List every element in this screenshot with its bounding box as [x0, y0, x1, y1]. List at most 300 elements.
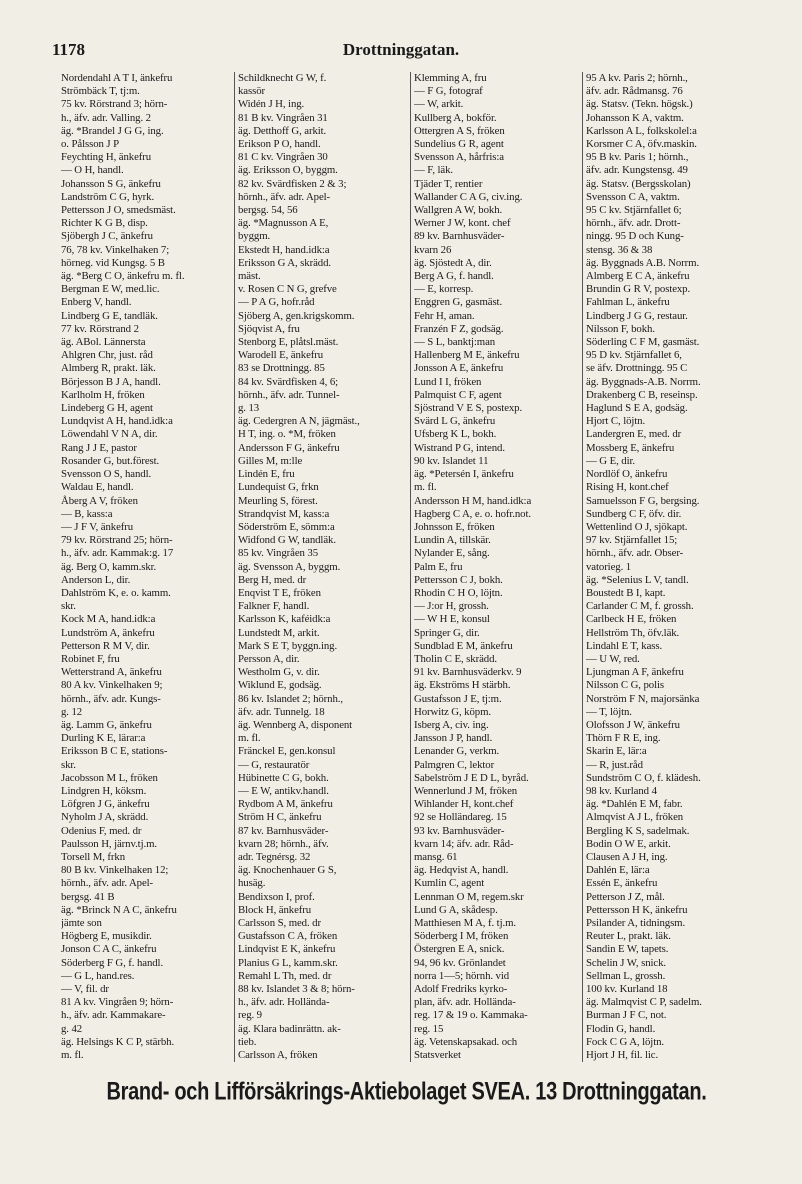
directory-entry: Burman J F C, not.	[586, 1009, 667, 1022]
directory-entry: Johnsson E, fröken	[414, 520, 495, 533]
directory-entry: h., äfv. adr. Kammakare-	[61, 1009, 166, 1022]
directory-entry: äg. *Magnusson A E,	[238, 217, 329, 230]
directory-entry: äg. *Petersén I, änkefru	[414, 468, 514, 481]
directory-entry: Lund I I, fröken	[414, 375, 482, 388]
directory-entry: 81 B kv. Vingråen 31	[238, 111, 328, 124]
directory-entry: Svensson A, hårfris:a	[414, 151, 504, 164]
directory-entry: Ström H C, änkefru	[238, 811, 322, 824]
directory-entry: 94, 96 kv. Grönlandet	[414, 956, 506, 969]
directory-entry: o. Pålsson J P	[61, 138, 119, 151]
directory-entry: äg. Statsv. (Tekn. högsk.)	[586, 98, 693, 111]
directory-entry: Tholin C E, skrädd.	[414, 652, 497, 665]
directory-entry: Söderström E, sömm:a	[238, 520, 335, 533]
directory-entry: Ottergren A S, fröken	[414, 124, 505, 137]
directory-entry: Fehr H, aman.	[414, 309, 475, 322]
directory-entry: äg. *Berg C O, änkefru m. fl.	[61, 270, 185, 283]
directory-entry: kassör	[238, 85, 265, 98]
directory-entry: — O H, handl.	[61, 164, 124, 177]
directory-entry: Mark S E T, byggn.ing.	[238, 639, 338, 652]
directory-entry: Jacobsson M L, fröken	[61, 771, 158, 784]
directory-entry: äg. Svensson A, byggm.	[238, 560, 341, 573]
directory-entry: Hübinette C G, bokh.	[238, 771, 329, 784]
directory-entry: Bodin O W E, arkit.	[586, 837, 671, 850]
directory-entry: 95 C kv. Stjärnfallet 6;	[586, 204, 682, 217]
directory-entry: Ljungman A F, änkefru	[586, 666, 684, 679]
directory-entry: Remahl L Th, med. dr	[238, 969, 332, 982]
directory-entry: Wallander C A G, civ.ing.	[414, 190, 523, 203]
directory-entry: Fränckel E, gen.konsul	[238, 745, 336, 758]
directory-entry: 77 kv. Rörstrand 2	[61, 322, 139, 335]
directory-entry: Karlsson A L, folkskolel:a	[586, 124, 697, 137]
directory-entry: Kock M A, hand.idk:a	[61, 613, 156, 626]
directory-entry: g. 12	[61, 705, 83, 718]
directory-entry: 98 kv. Kurland 4	[586, 784, 657, 797]
directory-entry: äg. Wennberg A, disponent	[238, 718, 353, 731]
directory-entry: h., äfv. adr. Hollända-	[238, 996, 330, 1009]
directory-entry: Franzén F Z, godsäg.	[414, 322, 504, 335]
directory-entry: Rydbom A M, änkefru	[238, 798, 333, 811]
directory-entry: Springer G, dir.	[414, 626, 480, 639]
directory-entry: Flodin G, handl.	[586, 1022, 656, 1035]
directory-entry: Rosander G, but.förest.	[61, 454, 160, 467]
directory-entry: Lindberg G E, tandläk.	[61, 309, 158, 322]
directory-entry: äg. Sjöstedt A, dir.	[414, 256, 492, 269]
directory-entry: Horwitz G, köpm.	[414, 705, 491, 718]
directory-entry: Jonsson A E, änkefru	[414, 362, 504, 375]
directory-entry: Lindqvist E K, änkefru	[238, 943, 336, 956]
directory-entry: Carlbeck H E, fröken	[586, 613, 677, 626]
directory-entry: 80 B kv. Vinkelhaken 12;	[61, 864, 169, 877]
directory-entry: — R, just.råd	[586, 758, 643, 771]
directory-entry: Eriksson G A, skrädd.	[238, 256, 331, 269]
directory-entry: Westholm G, v. dir.	[238, 666, 320, 679]
directory-entry: g. 13	[238, 402, 260, 415]
directory-entry: Dahlström K, e. o. kamm.	[61, 586, 171, 599]
directory-entry: jämte son	[61, 917, 102, 929]
directory-entry: Petterson J Z, mål.	[586, 890, 665, 903]
directory-entry: Skarin E, lär:a	[586, 745, 647, 758]
directory-entry: äg. Byggnads A.B. Norrm.	[586, 256, 700, 269]
directory-entry: Robinet F, fru	[61, 652, 120, 665]
directory-entry: Fock C G A, löjtn.	[586, 1035, 664, 1048]
directory-entry: Sjöberg A, gen.krigskomm.	[238, 309, 355, 322]
directory-entry: äg. Berg O, kamm.skr.	[61, 560, 157, 573]
directory-entry: Jonson C A C, änkefru	[61, 943, 157, 956]
directory-entry: Dahlén E, lär:a	[586, 864, 650, 877]
directory-entry: Widfond G W, tandläk.	[238, 534, 336, 547]
directory-entry: plan, äfv. adr. Hollända-	[414, 996, 516, 1009]
directory-entry: Nordendahl A T I, änkefru	[61, 72, 173, 84]
directory-entry: Persson A, dir.	[238, 652, 300, 665]
directory-entry: Lindén E, fru	[238, 468, 295, 481]
directory-entry: Hallenberg M E, änkefru	[414, 349, 520, 362]
directory-entry: Richter K G B, disp.	[61, 217, 148, 230]
directory-entry: byggm.	[238, 230, 271, 243]
directory-entry: — W H E, konsul	[414, 613, 490, 626]
directory-entry: Lindahl E T, kass.	[586, 639, 663, 652]
directory-entry: Schelin J W, snick.	[586, 956, 666, 969]
directory-entry: 97 kv. Stjärnfallet 15;	[586, 534, 678, 547]
directory-entry: 79 kv. Rörstrand 25; hörn-	[61, 534, 173, 547]
directory-entry: 87 kv. Barnhusväder-	[238, 824, 329, 837]
directory-entry: reg. 9	[238, 1009, 262, 1022]
directory-entry: Tjäder T, rentier	[414, 177, 483, 190]
directory-entry: tieb.	[238, 1035, 257, 1048]
directory-entry: Sjöqvist A, fru	[238, 322, 300, 335]
directory-entry: 81 C kv. Vingråen 30	[238, 151, 328, 164]
directory-entry: skr.	[61, 758, 76, 771]
directory-entry: äg. *Brinck N A C, änkefru	[61, 903, 177, 916]
directory-entry: Rang J J E, pastor	[61, 441, 137, 454]
directory-entry: Gilles M, m:lle	[238, 454, 303, 467]
directory-entry: Nilsson F, bokh.	[586, 322, 655, 335]
directory-entry: Petterson R M V, dir.	[61, 639, 150, 652]
directory-entry: Falkner F, handl.	[238, 600, 310, 613]
directory-entry: 89 kv. Barnhusväder-	[414, 230, 505, 243]
directory-entry: äg. ABol. Lännersta	[61, 336, 146, 349]
directory-entry: Gustafsson C A, fröken	[238, 930, 338, 943]
directory-entry: Wennerlund J M, fröken	[414, 784, 518, 797]
directory-entry: Lund G A, skådesp.	[414, 903, 498, 916]
directory-entry: Söderberg F G, f. handl.	[61, 956, 164, 969]
directory-entry: Berg A G, f. handl.	[414, 270, 494, 283]
directory-entry: — V, fil. dr	[61, 983, 109, 996]
directory-entry: Thörn F R E, ing.	[586, 732, 661, 745]
directory-entry: Enqvist T E, fröken	[238, 586, 321, 599]
directory-entry: äg. Cedergren A N, jägmäst.,	[238, 415, 360, 428]
directory-entry: 82 kv. Svärdfisken 2 & 3;	[238, 177, 347, 190]
directory-entry: Sundström C O, f. klädesh.	[586, 771, 701, 784]
directory-entry: Lundström A, änkefru	[61, 626, 155, 639]
directory-entry: — G E, dir.	[586, 454, 635, 467]
directory-entry: — F, läk.	[414, 164, 454, 177]
directory-entry: Wihlander H, kont.chef	[414, 798, 514, 811]
directory-entry: Berg H, med. dr	[238, 573, 307, 586]
directory-entry: h., äfv. adr. Kammak:g. 17	[61, 547, 174, 560]
directory-entry: Brundin G R V, postexp.	[586, 283, 691, 296]
directory-entry: Norström F N, majorsänka	[586, 692, 700, 705]
directory-entry: äg. *Brandel J G G, ing.	[61, 124, 164, 137]
directory-entry: Rising H, kont.chef	[586, 481, 669, 494]
directory-entry: — B, kass:a	[61, 507, 113, 520]
directory-entry: Rhodin C H O, löjtn.	[414, 586, 503, 599]
directory-entry: Bergman E W, med.lic.	[61, 283, 160, 296]
directory-entry: äfv. adr. Tunnelg. 18	[238, 705, 325, 718]
directory-entry: hörneg. vid Kungsg. 5 B	[61, 256, 165, 269]
directory-entry: 75 kv. Rörstrand 3; hörn-	[61, 98, 168, 111]
directory-entry: Reuter L, prakt. läk.	[586, 930, 671, 943]
directory-entry: äg. Ekströms H stärbh.	[414, 679, 511, 692]
directory-entry: 90 kv. Islandet 11	[414, 454, 489, 467]
directory-entry: Högberg E, musikdir.	[61, 930, 152, 943]
directory-columns	[58, 72, 755, 1062]
directory-entry: Wiklund E, godsäg.	[238, 679, 322, 692]
directory-entry: Strömbäck T, tj:m.	[61, 85, 140, 98]
directory-entry: Enberg V, handl.	[61, 296, 132, 309]
directory-entry: äg. Statsv. (Bergsskolan)	[586, 177, 691, 190]
directory-entry: Åberg A V, fröken	[61, 494, 138, 507]
directory-entry: — T, löjtn.	[586, 705, 632, 718]
directory-entry: stensg. 36 & 38	[586, 243, 653, 256]
directory-entry: 88 kv. Islandet 3 & 8; hörn-	[238, 983, 355, 996]
directory-entry: — U W, red.	[586, 652, 640, 665]
directory-entry: äg. Byggnads-A.B. Norrm.	[586, 375, 701, 388]
directory-entry: Sandin E W, tapets.	[586, 943, 669, 956]
directory-entry: — F G, fotograf	[414, 85, 483, 98]
directory-entry: kvarn 28; hörnh., äfv.	[238, 837, 329, 850]
directory-entry: 95 A kv. Paris 2; hörnh.,	[586, 72, 688, 84]
directory-entry: Pettersson J O, smedsmäst.	[61, 204, 176, 217]
directory-entry: äg. Detthoff G, arkit.	[238, 124, 327, 137]
directory-entry: Nilsson C G, polis	[586, 679, 664, 692]
directory-entry: Johansson S G, änkefru	[61, 177, 161, 190]
directory-entry: Haglund S E A, godsäg.	[586, 402, 688, 415]
directory-entry: vatorieg. 1	[586, 560, 632, 573]
directory-entry: Schildknecht G W, f.	[238, 72, 327, 84]
directory-entry: Kumlin C, agent	[414, 877, 485, 890]
directory-entry: Almberg E C A, änkefru	[586, 270, 690, 283]
directory-entry: Landström C G, hyrk.	[61, 190, 155, 203]
directory-entry: 81 A kv. Vingråen 9; hörn-	[61, 996, 174, 1009]
directory-entry: 95 B kv. Paris 1; hörnh.,	[586, 151, 689, 164]
directory-entry: 83 se Drottningg. 85	[238, 362, 325, 375]
directory-entry: Lundequist G, frkn	[238, 481, 319, 494]
directory-entry: Nylander E, sång.	[414, 547, 490, 560]
directory-entry: Lundstedt M, arkit.	[238, 626, 320, 639]
directory-entry: — P A G, hofr.råd	[238, 296, 315, 309]
directory-entry: Kullberg A, bokför.	[414, 111, 497, 124]
directory-entry: Sundblad E M, änkefru	[414, 639, 513, 652]
directory-entry: Feychting H, änkefru	[61, 151, 152, 164]
directory-entry: Andersson F G, änkefru	[238, 441, 340, 454]
directory-entry: hörnh., äfv. adr. Kungs-	[61, 692, 161, 705]
directory-entry: Korsmer C A, öfv.maskin.	[586, 138, 697, 151]
directory-entry: Sjöstrand V E S, postexp.	[414, 402, 523, 415]
directory-entry: äg. Helsings K C P, stärbh.	[61, 1035, 175, 1048]
directory-entry: Wettenlind O J, sjökapt.	[586, 520, 688, 533]
directory-entry: Sabelström J E D L, byråd.	[414, 771, 529, 784]
directory-entry: Östergren E A, snick.	[414, 943, 505, 956]
directory-entry: Klemming A, fru	[414, 72, 487, 84]
directory-entry: Almqvist A J L, fröken	[586, 811, 684, 824]
directory-entry: 84 kv. Svärdfisken 4, 6;	[238, 375, 339, 388]
directory-entry: Söderberg I M, fröken	[414, 930, 509, 943]
directory-entry: Ufsberg K L, bokh.	[414, 428, 497, 441]
directory-entry: hörnh., äfv. adr. Drott-	[586, 217, 681, 230]
directory-entry: Boustedt B I, kapt.	[586, 586, 666, 599]
directory-entry: Lenander G, verkm.	[414, 745, 500, 758]
directory-entry: Svensson C A, vaktm.	[586, 190, 680, 203]
directory-entry: Lindeberg G H, agent	[61, 402, 153, 415]
directory-entry: Waldau E, handl.	[61, 481, 134, 494]
directory-entry: Torsell M, frkn	[61, 850, 126, 863]
directory-entry: Wallgren A W, bokh.	[414, 204, 503, 217]
directory-entry: — J:or H, grossh.	[414, 600, 489, 613]
directory-entry: Erikson P O, handl.	[238, 138, 321, 151]
page-number: 1178	[52, 40, 86, 59]
directory-entry: Sundberg C F, öfv. dir.	[586, 507, 682, 520]
directory-entry: äg. Eriksson O, byggm.	[238, 164, 338, 177]
directory-entry: Karlsson K, kaféidk:a	[238, 613, 331, 626]
directory-entry: Adolf Fredriks kyrko-	[414, 983, 508, 996]
directory-entry: Drakenberg C B, reseinsp.	[586, 388, 698, 401]
directory-entry: g. 42	[61, 1022, 83, 1035]
directory-entry: Andersson H M, hand.idk:a	[414, 494, 532, 507]
directory-entry: kvarn 26	[414, 243, 452, 256]
directory-entry: äfv. adr. Kungstensg. 49	[586, 164, 688, 177]
directory-entry: Gustafsson J E, tj:m.	[414, 692, 502, 705]
directory-entry: Odenius F, med. dr	[61, 824, 142, 837]
directory-entry: Isberg A, civ. ing.	[414, 718, 489, 731]
directory-entry: Bergling K S, sadelmak.	[586, 824, 690, 837]
directory-entry: H T, ing. o. *M, fröken	[238, 428, 336, 441]
directory-entry: äg. *Dahlén E M, fabr.	[586, 798, 683, 811]
directory-entry: bergsg. 54, 56	[238, 204, 298, 217]
directory-entry: äg. Vetenskapsakad. och	[414, 1035, 518, 1048]
directory-entry: Clausen A J H, ing.	[586, 850, 668, 863]
directory-entry: Hellström Th, öfv.läk.	[586, 626, 680, 639]
directory-entry: Eriksson B C E, stations-	[61, 745, 168, 758]
directory-entry: Essén E, änkefru	[586, 877, 658, 890]
directory-entry: Enggren G, gasmäst.	[414, 296, 503, 309]
directory-entry: äg. Lamm G, änkefru	[61, 718, 152, 731]
advertisement-banner: Brand- och Lifförsäkrings-Aktiebolaget SVEA. 13 Drottninggatan.	[106, 1078, 707, 1106]
directory-entry: Hjort C, löjtn.	[586, 415, 646, 428]
directory-entry: Jansson J P, handl.	[414, 732, 493, 745]
directory-entry: 76, 78 kv. Vinkelhaken 7;	[61, 243, 170, 256]
directory-entry: m. fl.	[61, 1049, 84, 1062]
directory-entry: Börjesson B J A, handl.	[61, 375, 161, 388]
directory-entry: Sundelius G R, agent	[414, 138, 504, 151]
directory-entry: mäst.	[238, 270, 261, 283]
directory-entry: Carlsson A, fröken	[238, 1049, 318, 1062]
directory-entry: Anderson L, dir.	[61, 573, 131, 586]
directory-entry: Ahlgren Chr, just. råd	[61, 349, 153, 362]
directory-entry: äg. Malmqvist C P, sadelm.	[586, 996, 702, 1009]
directory-entry: Hagberg C A, e. o. hofr.not.	[414, 507, 531, 520]
directory-entry: bergsg. 41 B	[61, 890, 115, 903]
directory-entry: Planius G L, kamm.skr.	[238, 956, 338, 969]
directory-entry: Palmgren C, lektor	[414, 758, 495, 771]
directory-entry: — W, arkit.	[414, 98, 464, 111]
directory-entry: hörnh., äfv. adr. Apel-	[238, 190, 331, 203]
directory-entry: m. fl.	[414, 481, 437, 494]
directory-entry: reg. 17 & 19 o. Kammaka-	[414, 1009, 528, 1022]
directory-entry: Svensson O S, handl.	[61, 468, 152, 481]
directory-entry: Werner J W, kont. chef	[414, 217, 511, 230]
directory-entry: Nordlöf O, änkefru	[586, 468, 668, 481]
directory-entry: Pettersson H K, änkefru	[586, 903, 688, 916]
directory-entry: Löfgren J G, änkefru	[61, 798, 150, 811]
directory-entry: Pettersson C J, bokh.	[414, 573, 503, 586]
directory-entry: ningg. 95 D och Kung-	[586, 230, 684, 243]
directory-entry: Lennman O M, regem.skr	[414, 890, 524, 903]
directory-entry: Carlsson S, med. dr	[238, 917, 321, 929]
running-title: Drottninggatan.	[342, 40, 460, 59]
directory-entry: Karlholm H, fröken	[61, 388, 145, 401]
directory-entry: hörnh., äfv. adr. Tunnel-	[238, 388, 340, 401]
directory-entry: Psilander A, tidningsm.	[586, 917, 686, 929]
directory-entry: Warodell E, änkefru	[238, 349, 324, 362]
directory-entry: Olofsson J W, änkefru	[586, 718, 680, 731]
directory-entry: Paulsson H, järnv.tj.m.	[61, 837, 157, 850]
directory-entry: — G L, hand.res.	[61, 969, 135, 982]
directory-entry: äg. Klara badinrättn. ak-	[238, 1022, 341, 1035]
directory-entry: Wistrand P G, intend.	[414, 441, 505, 454]
directory-entry: se äfv. Drottningg. 95 C	[586, 362, 688, 375]
directory-entry: Durling K E, lärar:a	[61, 732, 146, 745]
directory-entry: äg. Hedqvist A, handl.	[414, 864, 509, 877]
directory-entry: skr.	[61, 600, 76, 613]
directory-entry: Nyholm J A, skrädd.	[61, 811, 149, 824]
directory-entry: Statsverket	[414, 1049, 461, 1062]
directory-entry: äg. *Selenius L V, tandl.	[586, 573, 689, 586]
column-3	[410, 72, 582, 1062]
directory-entry: 80 A kv. Vinkelhaken 9;	[61, 679, 163, 692]
column-4	[582, 72, 755, 1062]
directory-entry: 93 kv. Barnhusväder-	[414, 824, 505, 837]
directory-entry: adr. Tegnérsg. 32	[238, 850, 311, 863]
directory-entry: Landergren E, med. dr	[586, 428, 682, 441]
directory-entry: Wetterstrand A, änkefru	[61, 666, 162, 679]
directory-entry: Lindgren H, köksm.	[61, 784, 147, 797]
directory-entry: Fahlman L, änkefru	[586, 296, 670, 309]
directory-entry: 92 se Holländareg. 15	[414, 811, 507, 824]
directory-entry: husäg.	[238, 877, 266, 890]
directory-entry: äg. Knochenhauer G S,	[238, 864, 337, 877]
directory-entry: Johansson K A, vaktm.	[586, 111, 684, 124]
directory-entry: Carlander C M, f. grossh.	[586, 600, 694, 613]
directory-entry: 95 D kv. Stjärnfallet 6,	[586, 349, 682, 362]
directory-entry: norra 1—5; hörnh. vid	[414, 969, 510, 982]
directory-entry: Palm E, fru	[414, 560, 463, 573]
directory-entry: Löwendahl V N A, dir.	[61, 428, 158, 441]
directory-entry: Meurling S, förest.	[238, 494, 318, 507]
directory-entry: Ekstedt H, hand.idk:a	[238, 243, 330, 256]
directory-entry: 100 kv. Kurland 18	[586, 983, 668, 996]
directory-entry: hörnh., äfv. adr. Obser-	[586, 547, 684, 560]
directory-entry: Matthiesen M A, f. tj.m.	[414, 917, 516, 929]
directory-entry: — J F V, änkefru	[61, 520, 134, 533]
directory-entry: Söderling C F M, gasmäst.	[586, 336, 700, 349]
directory-entry: m. fl.	[238, 732, 261, 745]
directory-entry: Strandqvist M, kass:a	[238, 507, 330, 520]
directory-entry: Lindberg J G G, restaur.	[586, 309, 688, 322]
directory-entry: Palmquist C F, agent	[414, 388, 502, 401]
directory-entry: hörnh., äfv. adr. Apel-	[61, 877, 154, 890]
directory-entry: — E, korresp.	[414, 283, 474, 296]
directory-entry: — S L, banktj:man	[414, 336, 496, 349]
directory-entry: Sjöbergh J C, änkefru	[61, 230, 153, 243]
directory-entry: 91 kv. Barnhusväderkv. 9	[414, 666, 522, 679]
directory-entry: Svärd L G, änkefru	[414, 415, 496, 428]
directory-entry: Stenborg E, plåtsl.mäst.	[238, 336, 339, 349]
directory-entry: reg. 15	[414, 1022, 444, 1035]
column-2	[234, 72, 410, 1062]
directory-entry: Sellman L, grossh.	[586, 969, 666, 982]
directory-entry: Hjort J H, fil. lic.	[586, 1049, 659, 1062]
directory-entry: Almberg R, prakt. läk.	[61, 362, 156, 375]
directory-entry: Block H, änkefru	[238, 903, 312, 916]
directory-entry: mansg. 61	[414, 850, 458, 863]
directory-entry: — G, restauratör	[238, 758, 310, 771]
directory-entry: 86 kv. Islandet 2; hörnh.,	[238, 692, 343, 705]
directory-entry: Samuelsson F G, bergsing.	[586, 494, 700, 507]
directory-entry: kvarn 14; äfv. adr. Råd-	[414, 837, 514, 850]
directory-entry: Lundqvist A H, hand.idk:a	[61, 415, 173, 428]
page-header	[52, 40, 750, 64]
directory-entry: v. Rosen C N G, grefve	[238, 283, 337, 296]
